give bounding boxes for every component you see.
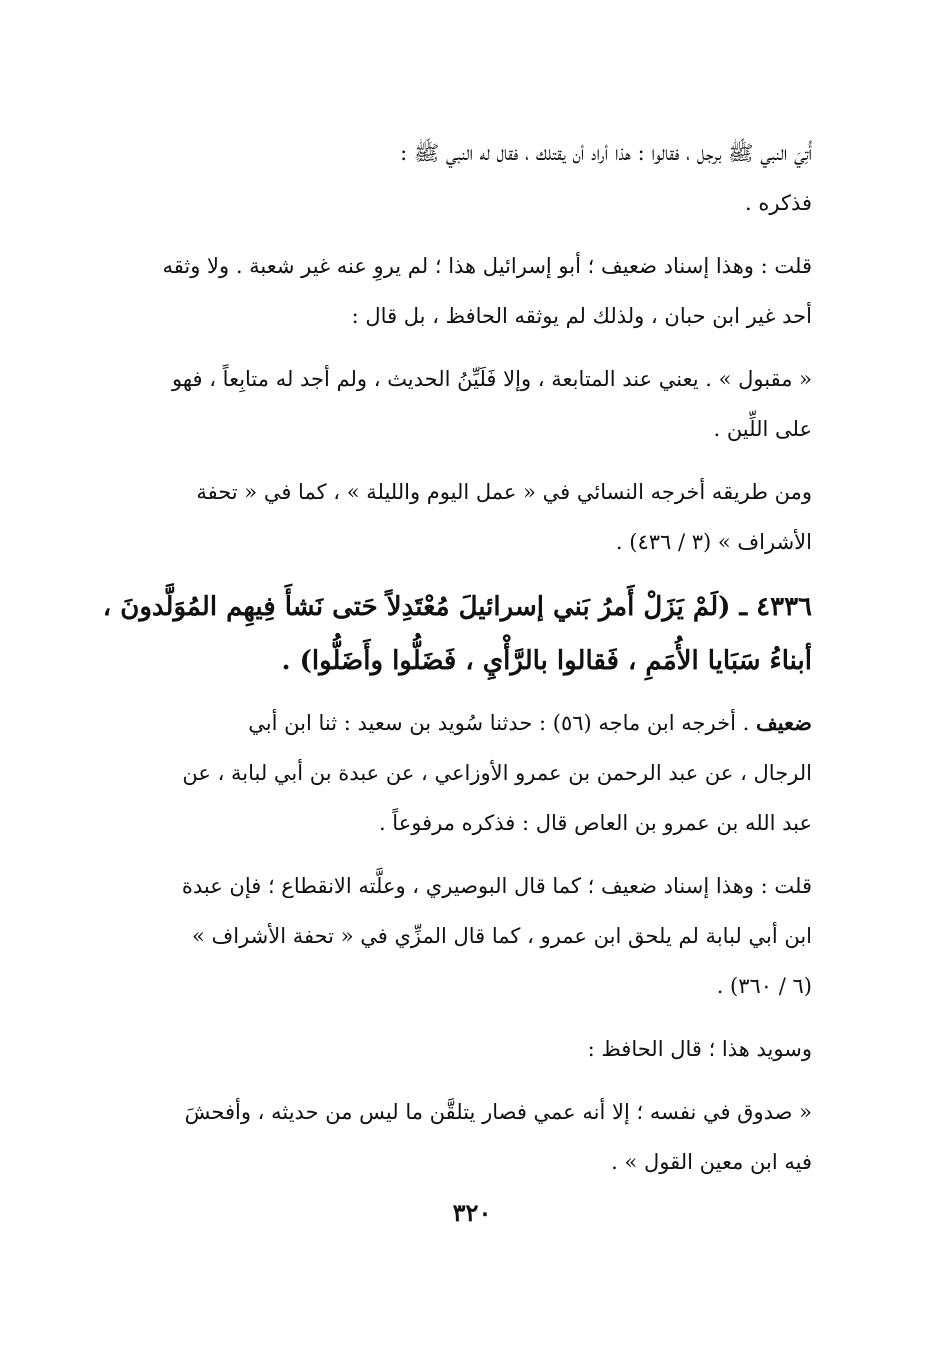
text-line: فيه ابن معين القول » . — [611, 1150, 812, 1174]
hadith-text-line: ٤٣٣٦ ـ (لَمْ يَزَلْ أَمرُ بَني إسرائيلَ مُعْتَدِلاً حَتى نَشأَ فِيهِم المُوَلَّدونَ ، — [102, 592, 812, 622]
text-line: قلت : وهذا إسناد ضعيف ؛ أبو إسرائيل هذا ؛ لم يروِ عنه غير شعبة . ولا وثقه — [162, 254, 812, 278]
text-line: عبد الله بن عمرو بن العاص قال : فذكره مرفوعاً . — [378, 811, 812, 835]
text-line: فذكره . — [745, 191, 812, 215]
text-line: على اللِّين . — [713, 417, 812, 441]
hadith-text-line: أبناءُ سَبَايا الأُمَمِ ، فَقالوا بالرَّأْيِ ، فَضَلُّوا وأَضَلُّوا) . — [281, 646, 812, 676]
paragraph-suwayd-intro — [100, 1024, 812, 1074]
takhrij-text: . أخرجه ابن ماجه (٥٦) : حدثنا سُويد بن سعيد : ثنا ابن أبي — [248, 711, 750, 735]
grading-label: ضعيف — [755, 710, 812, 735]
hadith-heading — [100, 580, 812, 688]
page-number: ٣٢٠ — [452, 1198, 492, 1227]
text-line: « مقبول » . يعني عند المتابعة ، وإلا فَلَيِّنُ الحديث ، ولم أجد له متابِعاً ، فهو — [171, 367, 812, 391]
paragraph-previous-hadith-end — [100, 128, 812, 228]
text-line: (٦ / ٣٦٠) . — [716, 974, 812, 998]
paragraph-nasai-reference — [100, 467, 812, 567]
paragraph-commentary — [100, 241, 812, 341]
page-body — [100, 128, 812, 1200]
text-line: الرجال ، عن عبد الرحمن بن عمرو الأوزاعي ، عن عبدة بن أبي لبابة ، عن — [182, 761, 812, 785]
text-line: « صدوق في نفسه ؛ إلا أنه عمي فصار يتلقَّن ما ليس من حديثه ، وأفحشَ — [184, 1100, 812, 1124]
text-line: أُتِيَ النبي ﷺ برجل ، فقالوا : هذا أراد أن يقتلك ، فقال له النبي ﷺ : — [400, 141, 812, 165]
paragraph-suwayd-quote — [100, 1087, 812, 1187]
text-line: الأشراف » (٣ / ٤٣٦) . — [615, 530, 812, 554]
text-line: وسويد هذا ؛ قال الحافظ : — [587, 1037, 812, 1061]
text-line: قلت : وهذا إسناد ضعيف ؛ كما قال البوصيري ، وعلَّته الانقطاع ؛ فإن عبدة — [181, 874, 812, 898]
paragraph-takhrij — [100, 698, 812, 848]
paragraph-isnad-critique — [100, 861, 812, 1011]
text-line: أحد غير ابن حبان ، ولذلك لم يوثقه الحافظ ، بل قال : — [351, 304, 812, 328]
text-line — [100, 698, 812, 748]
paragraph-quote-hafiz — [100, 354, 812, 454]
text-line: ومن طريقه أخرجه النسائي في « عمل اليوم والليلة » ، كما في « تحفة — [196, 480, 812, 504]
text-line: ابن أبي لبابة لم يلحق ابن عمرو ، كما قال المزِّي في « تحفة الأشراف » — [191, 924, 812, 948]
